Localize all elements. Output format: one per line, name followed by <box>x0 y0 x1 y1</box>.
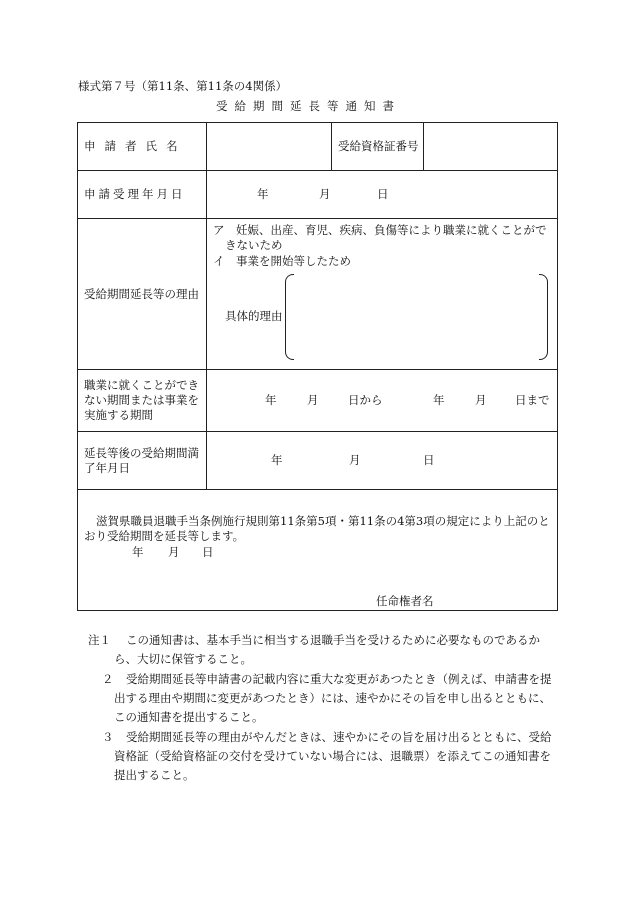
note1-line2: ら、大切に保管すること。 <box>114 652 252 666</box>
notice-day: 日 <box>202 545 214 559</box>
notice-cell <box>78 490 558 611</box>
period-label-line1: 職業に就くことができ <box>84 378 199 392</box>
end-date-label-line2: 了年月日 <box>84 460 130 475</box>
received-date-field[interactable] <box>207 171 558 219</box>
reason-label: 受給期間延長等の理由 <box>78 219 207 370</box>
note2-line2: 出する理由や期間に変更があつたとき）には、速やかにその旨を申し出るとともに、 <box>114 691 551 705</box>
form-number: 様式第７号（第11条、第11条の4関係） <box>78 79 288 93</box>
note3-line1: 受給期間延長等の理由がやんだときは、速やかにその旨を届け出るとともに、受給 <box>126 730 552 744</box>
reason-option-a-cont: きないため <box>225 238 283 252</box>
notice-month: 月 <box>168 545 180 559</box>
note1-line1: この通知書は、基本手当に相当する退職手当を受けるために必要なものであるか <box>126 633 540 647</box>
period-label-line3: 実施する期間 <box>84 408 153 422</box>
period-to-day: 日まで <box>515 393 550 407</box>
note3-line3: 提出すること。 <box>114 768 195 782</box>
reason-cell <box>207 219 558 370</box>
applicant-name-field[interactable] <box>207 123 332 171</box>
note3-line2: 資格証（受給資格証の交付を受けていない場合には、退職票）を添えてこの通知書を <box>114 749 551 763</box>
end-year-label: 年 <box>271 453 283 467</box>
bracket-left <box>285 274 294 360</box>
applicant-row <box>78 123 558 171</box>
received-year-label: 年 <box>257 187 269 201</box>
reason-option-b[interactable]: イ 事業を開始等したため <box>213 254 351 268</box>
cert-number-field[interactable] <box>424 123 558 171</box>
period-from-day: 日から <box>348 393 383 407</box>
end-date-label <box>78 432 207 490</box>
note2-line3: この通知書を提出すること。 <box>114 710 264 724</box>
reason-row <box>78 219 558 370</box>
period-to-year: 年 <box>433 393 445 407</box>
appointing-authority-label: 任命権者名 <box>376 594 434 608</box>
period-label-line2: ない期間または事業を <box>84 393 199 407</box>
period-label <box>78 370 207 432</box>
notice-line2: おり受給期間を延長等します。 <box>84 529 245 543</box>
period-to-month: 月 <box>475 393 487 407</box>
received-date-row <box>78 171 558 219</box>
period-field[interactable] <box>207 370 558 432</box>
end-date-row <box>78 432 558 490</box>
specific-reason-label: 具体的理由 <box>225 309 283 323</box>
cert-number-label: 受給資格証番号 <box>332 123 424 171</box>
applicant-name-label: 申請者氏名 <box>78 123 207 171</box>
reason-option-a[interactable]: ア 妊娠、出産、育児、疾病、負傷等により職業に就くことがで <box>213 223 547 237</box>
end-date-label-line1: 延長等後の受給期間満 <box>84 445 199 460</box>
bracket-right <box>539 274 548 360</box>
note3-prefix: ３ <box>102 730 114 744</box>
received-month-label: 月 <box>319 187 331 201</box>
note2-prefix: ２ <box>102 672 114 686</box>
period-row <box>78 370 558 432</box>
note1-prefix: 注１ <box>88 633 111 647</box>
period-from-year: 年 <box>265 393 277 407</box>
period-from-month: 月 <box>307 393 319 407</box>
document-title: 受給期間延長等通知書 <box>216 99 401 113</box>
received-day-label: 日 <box>377 187 389 201</box>
notice-row <box>78 490 558 611</box>
received-date-label: 申請受理年月日 <box>78 171 207 219</box>
notification-form-table <box>77 122 558 611</box>
notice-year: 年 <box>132 545 144 559</box>
note2-line1: 受給期間延長等申請書の記載内容に重大な変更があつたとき（例えば、申請書を提 <box>126 672 552 686</box>
end-date-field[interactable] <box>207 432 558 490</box>
notice-line1: 滋賀県職員退職手当条例施行規則第11条第5項・第11条の4第3項の規定により上記のと <box>96 514 550 528</box>
end-month-label: 月 <box>349 453 361 467</box>
end-day-label: 日 <box>423 453 435 467</box>
